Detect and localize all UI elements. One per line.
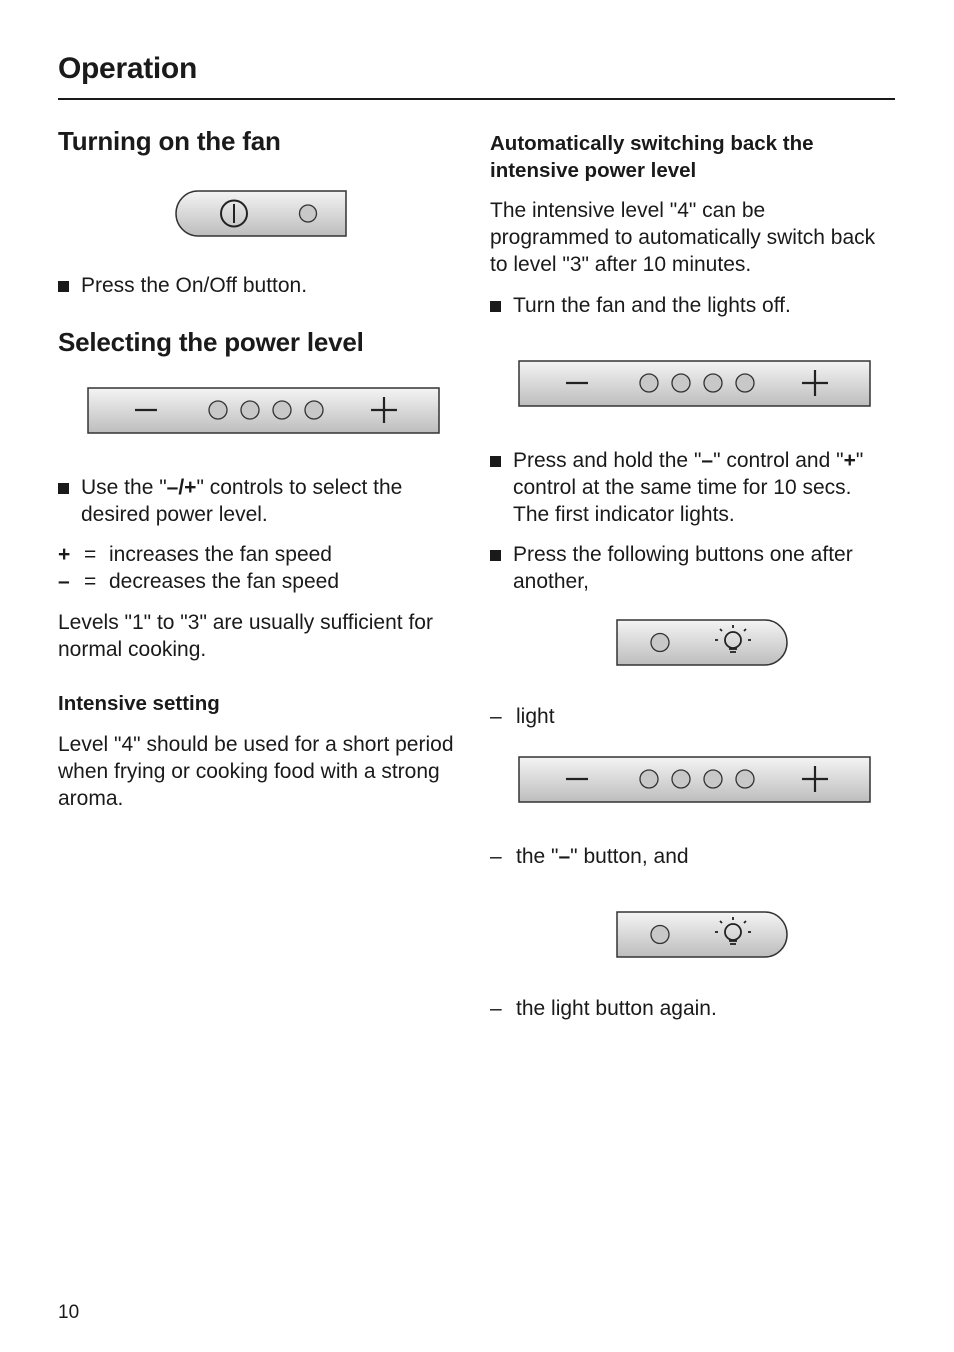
step-light-again: – the light button again.: [490, 995, 717, 1022]
list-item: Press the On/Off button.: [58, 272, 478, 299]
indicator-lamp-icon: [704, 770, 722, 788]
indicator-lamp-icon: [640, 770, 658, 788]
indicator-lamp-icon: [651, 926, 669, 944]
list-item: Turn the fan and the lights off.: [490, 292, 890, 319]
power-level-panel: [87, 387, 440, 434]
heading-power-level: Selecting the power level: [58, 327, 364, 357]
indicator-lamp-icon: [672, 374, 690, 392]
step-minus-button: – the "–" button, and: [490, 843, 689, 870]
indicator-lamp-icon: [672, 770, 690, 788]
heading-auto-switch-back: Automatically switching back the intensive power level: [490, 132, 814, 182]
power-level-panel: [518, 756, 871, 803]
light-panel: [616, 911, 788, 958]
indicator-lamp-icon: [640, 374, 658, 392]
indicator-lamp-icon: [736, 770, 754, 788]
title-rule: [58, 98, 895, 100]
indicator-lamp-icon: [300, 205, 317, 222]
indicator-lamp-icon: [651, 634, 669, 652]
paragraph-levels-note: Levels "1" to "3" are usually sufficient for normal cooking.: [58, 611, 433, 661]
on-off-panel: [176, 190, 347, 237]
light-panel: [616, 619, 788, 666]
indicator-lamp-icon: [305, 401, 323, 419]
page-number: 10: [58, 1302, 80, 1323]
heading-intensive-setting: Intensive setting: [58, 692, 220, 715]
indicator-lamp-icon: [704, 374, 722, 392]
power-level-panel: [518, 360, 871, 407]
list-item: Press the following buttons one after another,: [490, 541, 890, 595]
paragraph-intensive: Level "4" should be used for a short period when frying or cooking food with a strong aroma.: [58, 733, 454, 810]
legend-row-plus: + = increases the fan speed: [58, 543, 332, 566]
heading-turning-on-fan: Turning on the fan: [58, 126, 281, 156]
step-light: – light: [490, 703, 555, 730]
indicator-lamp-icon: [241, 401, 259, 419]
list-item: Press and hold the "–" control and "+" control at the same time for 10 secs. The first indicator lights.: [490, 447, 890, 528]
indicator-lamp-icon: [736, 374, 754, 392]
legend-row-minus: – = decreases the fan speed: [58, 570, 339, 593]
indicator-lamp-icon: [273, 401, 291, 419]
paragraph-auto-intro: The intensive level "4" can be programmed to automatically switch back to level "3" after 10 minutes.: [490, 199, 876, 276]
indicator-lamp-icon: [209, 401, 227, 419]
page-title: Operation: [58, 52, 197, 85]
list-item: Use the "–/+" controls to select the desired power level.: [58, 474, 458, 528]
